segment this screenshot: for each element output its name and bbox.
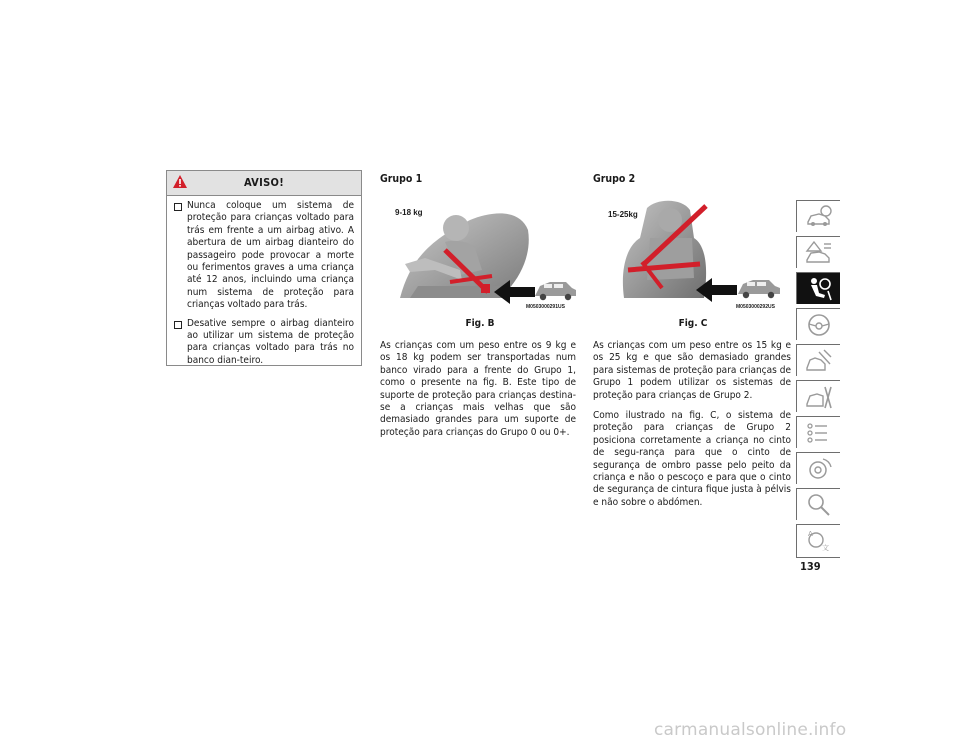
figure-b [390,200,580,310]
car-warning-icon [805,240,833,266]
car-side-icon [738,280,780,298]
group1-figure-code: M0503000291US [526,304,565,310]
svg-text:文: 文 [822,544,829,552]
warning-bullet: Desative sempre o airbag dianteiro ao utilizar um sistema de proteção para crianças voltado para trás no banco dian-teiro. [174,318,354,368]
warning-title: AVISO! [243,176,285,189]
sidebar-tab-car-warning[interactable] [796,236,840,268]
sidebar-tab-language[interactable] [796,524,840,558]
car-emergency-icon [805,348,833,374]
sidebar-tab-airbag[interactable] [796,272,840,304]
warning-header [167,171,361,196]
airbag-person-icon [805,276,833,302]
car-tools-icon [805,384,833,410]
sidebar-tab-steering[interactable] [796,308,840,340]
group1-weight-label: 9-18 kg [395,208,423,217]
svg-text:A: A [808,530,813,538]
figure-b-caption: Fig. B [465,318,495,329]
sidebar-tab-specifications[interactable] [796,416,840,448]
page-number: 139 [800,560,821,573]
sidebar-tab-car-gauge[interactable] [796,200,840,232]
group1-paragraph: As crianças com um peso entre os 9 kg e os 18 kg podem ser transportadas num banco virado para a frente do Grupo 1, como o presente na fig. B. Este tipo de suporte de proteção para crianças destina-se a crianças mais velhas que são demasiado grandes para um suporte de proteção para crianças do Grupo 0 ou 0+. [380,340,576,438]
car-gauge-icon [805,204,833,230]
group2-paragraph-1: As crianças com um peso entre os 15 kg e os 25 kg e que são demasiado grandes para sistemas de proteção para crianças de Grupo 1 podem utilizar os sistemas de proteção para crianças de Grupo 2. [593,340,791,401]
watermark: carmanualsonline.info [654,720,847,740]
sidebar-tab-car-emergency[interactable] [796,344,840,376]
figure-c-caption: Fig. C [678,318,708,329]
warning-box [166,170,362,366]
car-side-icon [535,282,576,300]
language-index-icon [805,528,833,554]
warning-bullet: Nunca coloque um sistema de proteção para crianças voltado para trás em frente a um airbag ativo. A abertura de um airbag dianteiro do passageiro pode provocar a morte ou ferimentos graves a uma criança até 12 anos, incluindo uma criança num sistema de proteção para crianças voltado para trás. [174,200,354,312]
group2-paragraph-2: Como ilustrado na fig. C, o sistema de proteção para crianças de Grupo 2 posiciona corretamente a criança no cinto de segu-rança para que o cinto de segurança de ombro passe pelo peito da criança e não o pescoço e para que o cinto de segurança de cintura fique justa à pélvis e não sobre o abdómen. [593,410,791,508]
specifications-list-icon [805,420,833,446]
bullet-square-icon [174,321,182,329]
steering-wheel-icon [805,312,833,338]
sidebar-tab-search[interactable] [796,488,840,520]
group2-figure-code: M0503000292US [736,304,775,310]
search-index-icon [805,492,833,518]
group2-heading: Grupo 2 [593,173,636,185]
group1-heading: Grupo 1 [380,173,423,185]
sidebar-tab-multimedia[interactable] [796,452,840,484]
sidebar-tab-car-tools[interactable] [796,380,840,412]
multimedia-icon [805,456,833,482]
bullet-square-icon [174,203,182,211]
group2-weight-label: 15-25kg [608,210,638,219]
figure-c [602,198,792,310]
